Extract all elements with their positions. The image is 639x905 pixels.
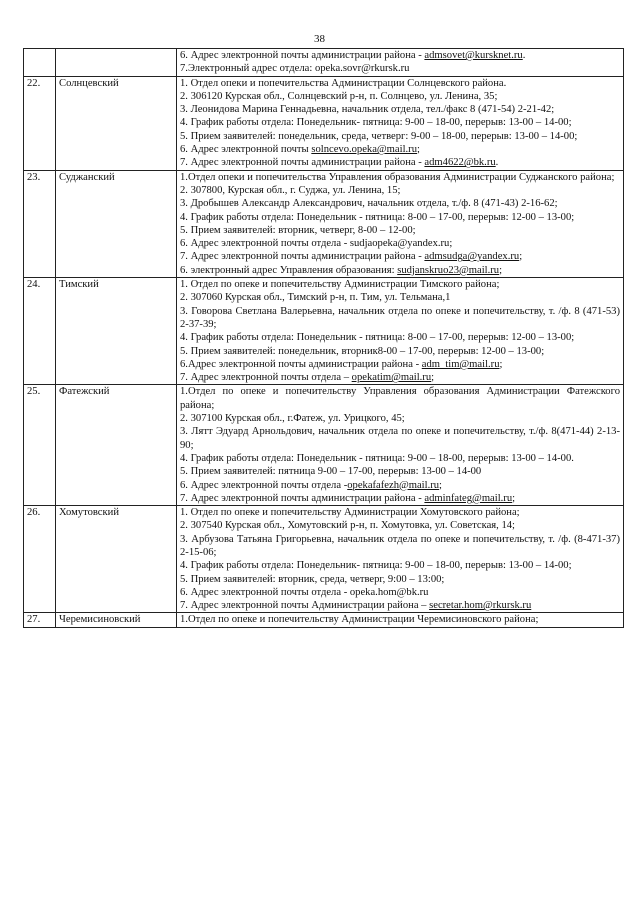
email-link[interactable]: adm_tim@mail.ru — [421, 358, 500, 370]
page-number: 38 — [314, 33, 325, 45]
info-line: 4. График работы отдела: Понедельник - пятница: 8-00 – 17-00, перерыв: 12-00 – 13-00; — [180, 211, 575, 223]
district-info-cell — [177, 76, 624, 170]
info-line: 6. электронный адрес Управления образования: sudjanskruo23@mail.ru; — [180, 264, 503, 276]
email-link[interactable]: adm4622@bk.ru — [424, 157, 496, 169]
info-line: 2. 307100 Курская обл., г.Фатеж, ул. Урицкого, 45; — [180, 413, 405, 425]
info-line: 6. Адрес электронной почты отдела - opeka.hom@bk.ru — [180, 586, 429, 598]
info-line: 5. Прием заявителей: вторник, четверг, 8-00 – 12-00; — [180, 224, 416, 236]
email-link[interactable]: opekafafezh@mail.ru — [347, 479, 440, 491]
table-row-continuation — [24, 49, 624, 77]
district-name-cell: Хомутовский — [56, 506, 177, 613]
info-line: 4. График работы отдела: Понедельник- пятница: 9-00 – 18-00, перерыв: 13-00 – 14-00; — [180, 560, 572, 572]
row-number-cell: 25. — [24, 385, 56, 506]
table-row — [24, 385, 624, 506]
info-line: 4. График работы отдела: Понедельник - пятница: 9-00 – 18-00, перерыв: 13-00 – 14-00. — [180, 452, 574, 464]
table-row — [24, 506, 624, 613]
info-line: 2. 307060 Курская обл., Тимский р-н, п. Тим, ул. Тельмана,1 — [180, 292, 451, 304]
info-line: 3. Леонидова Марина Геннадьевна, начальник отдела, тел./факс 8 (471-54) 2-21-42; — [180, 104, 555, 116]
info-line: 3. Говорова Светлана Валерьевна, начальник отдела по опеке и попечительству, т. /ф. 8 (471-53) 2-37-39; — [180, 305, 620, 330]
info-line: 1.Отдел по опеке и попечительству Администрации Черемисиновского района; — [180, 614, 539, 626]
info-line: 7.Электронный адрес отдела: opeka.sovr@rkursk.ru — [180, 63, 410, 75]
district-info-cell — [177, 506, 624, 613]
district-info-cell — [177, 613, 624, 627]
info-line: 1.Отдел по опеке и попечительству Управления образования Администрации Фатежского района; — [180, 386, 620, 411]
info-line: 7. Адрес электронной почты администрации района - adminfateg@mail.ru; — [180, 492, 516, 504]
district-name-cell — [56, 49, 177, 77]
email-link[interactable]: sudjanskruo23@mail.ru — [397, 264, 500, 276]
info-line: 7. Адрес электронной почты администрации района - admsudga@yandex.ru; — [180, 251, 523, 263]
info-line: 7. Адрес электронной почты Администрации района – secretar.hom@rkursk.ru — [180, 600, 532, 612]
info-line: 7. Адрес электронной почты администрации района - adm4622@bk.ru. — [180, 157, 499, 169]
info-line: 1. Отдел опеки и попечительства Администрации Солнцевского района. — [180, 77, 507, 89]
email-link[interactable]: opekatim@mail.ru — [351, 372, 432, 384]
info-line: 3. Лятт Эдуард Арнольдович, начальник отдела по опеке и попечительству, т./ф. 8(471-44) 2-13-90; — [180, 426, 620, 451]
row-number-cell — [24, 49, 56, 77]
info-line: 6.Адрес электронной почты администрации района - adm_tim@mail.ru; — [180, 358, 503, 370]
district-name-cell: Тимский — [56, 278, 177, 385]
email-link[interactable]: admsudga@yandex.ru — [424, 251, 520, 263]
district-name-cell: Черемисиновский — [56, 613, 177, 627]
district-table — [23, 48, 624, 628]
row-number-cell: 22. — [24, 76, 56, 170]
info-line: 1.Отдел опеки и попечительства Управления образования Администрации Суджанского района; — [180, 171, 615, 183]
district-name-cell: Солнцевский — [56, 76, 177, 170]
row-number-cell: 26. — [24, 506, 56, 613]
info-line: 2. 307540 Курская обл., Хомутовский р-н, п. Хомутовка, ул. Советская, 14; — [180, 520, 515, 532]
table-row — [24, 278, 624, 385]
info-line: 4. График работы отдела: Понедельник- пятница: 9-00 – 18-00, перерыв: 13-00 – 14-00; — [180, 117, 572, 129]
info-line: 4. График работы отдела: Понедельник - пятница: 8-00 – 17-00, перерыв: 12-00 – 13-00; — [180, 332, 575, 344]
email-link[interactable]: admsovet@kursknet.ru — [424, 50, 523, 61]
table-row — [24, 170, 624, 277]
info-line: 3. Арбузова Татьяна Григорьевна, начальник отдела по опеке и попечительству, т. /ф. (8-471-37) 2-15-06; — [180, 533, 620, 558]
info-line: 6. Адрес электронной почты solncevo.opeka@mail.ru; — [180, 144, 420, 156]
info-line: 1. Отдел по опеке и попечительству Администрации Тимского района; — [180, 279, 500, 291]
row-number-cell: 27. — [24, 613, 56, 627]
email-link[interactable]: adminfateg@mail.ru — [424, 492, 513, 504]
info-line: 1. Отдел по опеке и попечительству Администрации Хомутовского района; — [180, 507, 520, 519]
row-number-cell: 24. — [24, 278, 56, 385]
district-info-cell — [177, 170, 624, 277]
info-line: 5. Прием заявителей: понедельник, среда, четверг: 9-00 – 18-00, перерыв: 13-00 – 14-00; — [180, 130, 578, 142]
district-info-cell — [177, 49, 624, 77]
info-line: 2. 307800, Курская обл., г. Суджа, ул. Ленина, 15; — [180, 184, 401, 196]
district-name-cell: Фатежский — [56, 385, 177, 506]
email-link[interactable]: solncevo.opeka@mail.ru — [311, 144, 417, 156]
info-line: 2. 306120 Курская обл., Солнцевский р-н, п. Солнцево, ул. Ленина, 35; — [180, 90, 498, 102]
info-line: 6. Адрес электронной почты отдела - sudjaopeka@yandex.ru; — [180, 238, 453, 250]
info-line: 6. Адрес электронной почты отдела -opekafafezh@mail.ru; — [180, 479, 442, 491]
district-name-cell: Суджанский — [56, 170, 177, 277]
email-link[interactable]: secretar.hom@rkursk.ru — [429, 600, 532, 612]
row-number-cell: 23. — [24, 170, 56, 277]
info-line: 3. Дробышев Александр Александрович, начальник отдела, т./ф. 8 (471-43) 2-16-62; — [180, 198, 558, 210]
district-info-cell — [177, 385, 624, 506]
info-line: 7. Адрес электронной почты отдела – opekatim@mail.ru; — [180, 372, 435, 384]
info-line: 5. Прием заявителей: пятница 9-00 – 17-00, перерыв: 13-00 – 14-00 — [180, 466, 482, 478]
info-line: 5. Прием заявителей: понедельник, вторник8-00 – 17-00, перерыв: 12-00 – 13-00; — [180, 345, 545, 357]
table-row — [24, 613, 624, 627]
district-table-body — [24, 49, 624, 628]
info-line: 5. Прием заявителей: вторник, среда, четверг, 9:00 – 13:00; — [180, 573, 445, 585]
info-line: 6. Адрес электронной почты администрации района - admsovet@kursknet.ru. — [180, 50, 526, 61]
district-info-cell — [177, 278, 624, 385]
table-row — [24, 76, 624, 170]
